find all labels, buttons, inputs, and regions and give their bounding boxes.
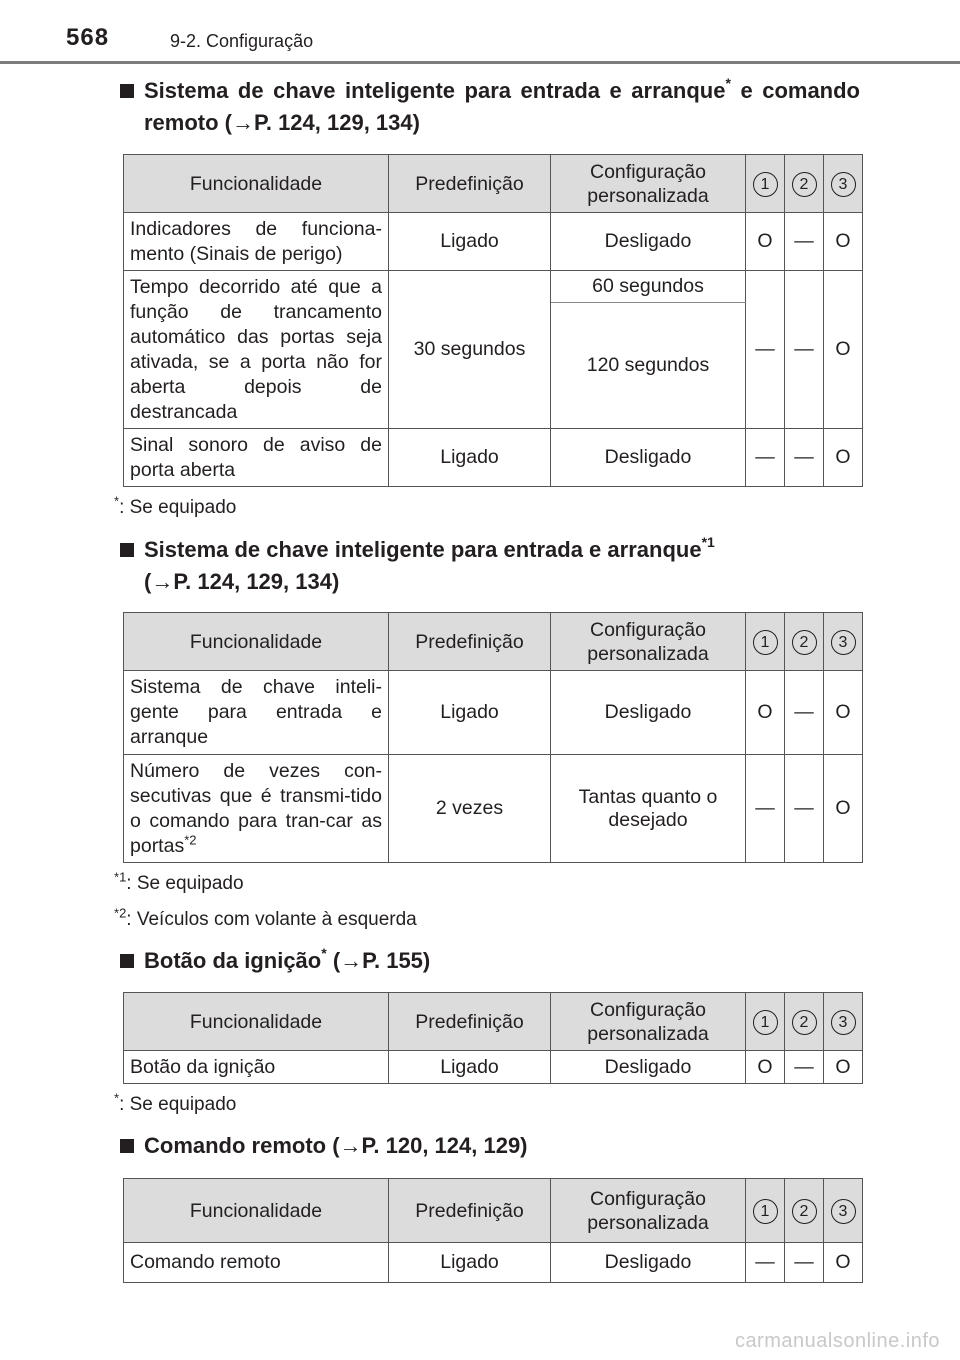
watermark: carmanualsonline.info [734, 1330, 940, 1352]
footnote-mark [114, 870, 126, 885]
section-3-table [123, 992, 863, 1084]
table-header-row [124, 1179, 863, 1243]
table-row [124, 671, 863, 755]
section-4-table [123, 1178, 863, 1283]
section-3-footnote [114, 1090, 237, 1117]
header-default: Predefinição [389, 1179, 551, 1243]
footnote-text: : Se equipado [119, 1094, 237, 1115]
table-row [124, 271, 863, 303]
row-custom: Desligado [551, 429, 746, 487]
header-function: Funcionalidade [124, 1179, 389, 1243]
table-row [124, 213, 863, 271]
circled-3-icon: 3 [831, 1010, 856, 1035]
footnote-mark: * [114, 1090, 120, 1106]
footnote-star: * [114, 869, 120, 885]
row-custom-alt: 120 segundos [551, 303, 746, 429]
footnote-number: 1 [119, 869, 127, 885]
row-mark-2: — [785, 1243, 824, 1283]
row-custom: Desligado [551, 1051, 746, 1084]
header-mark-2 [785, 993, 824, 1051]
row-mark-2: — [785, 271, 824, 429]
footnote-text: : Se equipado [126, 873, 244, 894]
header-mark-1 [746, 155, 785, 213]
footnote-number: 2 [119, 905, 127, 921]
table-header-row [124, 155, 863, 213]
section-1-title-tail: e comando remoto (→P. 124, 129, 134) [144, 78, 860, 135]
row-function-text: Número de vezes con-secutivas que é transmi-tido o comando para tran-car as portas [130, 759, 382, 857]
section-2-footnote-1 [114, 869, 244, 896]
row-mark-1: O [746, 671, 785, 755]
row-function: Comando remoto [124, 1243, 389, 1283]
row-function: Tempo decorrido até que a função de trancamento automático das portas seja ativada, se a porta não for aberta depois de destrancada [124, 271, 389, 429]
table-header-row [124, 613, 863, 671]
row-custom: Tantas quanto o desejado [551, 755, 746, 863]
header-function: Funcionalidade [124, 155, 389, 213]
header-mark-3 [824, 613, 863, 671]
row-mark-3: O [824, 755, 863, 863]
circled-3-icon: 3 [831, 172, 856, 197]
row-mark-3: O [824, 213, 863, 271]
square-bullet-icon [120, 543, 134, 557]
row-mark-2: — [785, 755, 824, 863]
footnote-text: : Veículos com volante à esquerda [126, 909, 417, 930]
footnote-mark: * [114, 493, 120, 509]
square-bullet-icon [120, 1139, 134, 1153]
circled-3-icon: 3 [831, 630, 856, 655]
circled-3-icon: 3 [831, 1199, 856, 1224]
row-mark-3: O [824, 671, 863, 755]
footnote-mark [114, 906, 126, 921]
row-mark-1: O [746, 1051, 785, 1084]
circled-2-icon: 2 [792, 172, 817, 197]
section-1-footnote [114, 493, 237, 520]
circled-1-icon: 1 [753, 630, 778, 655]
row-default: Ligado [389, 213, 551, 271]
row-mark-2: — [785, 1051, 824, 1084]
row-default: 2 vezes [389, 755, 551, 863]
table-header-row [124, 993, 863, 1051]
row-mark-2: — [785, 671, 824, 755]
page-header [0, 0, 960, 62]
section-1-title-mark: * [725, 74, 731, 91]
section-4-title: Comando remoto (→P. 120, 124, 129) [144, 1133, 528, 1158]
table-row [124, 429, 863, 487]
row-function: Sistema de chave inteli-gente para entrada e arranque [124, 671, 389, 755]
row-mark-3: O [824, 429, 863, 487]
row-function [124, 755, 389, 863]
row-mark-3: O [824, 1243, 863, 1283]
table-row [124, 1243, 863, 1283]
row-mark-3: O [824, 1051, 863, 1084]
section-3-heading [120, 945, 860, 977]
section-3-title-mark: * [321, 944, 327, 961]
footnote-star: * [114, 905, 120, 921]
section-label: 9-2. Configuração [170, 31, 314, 51]
section-2-table [123, 612, 863, 863]
section-2-title-line2: (→P. 124, 129, 134) [144, 569, 340, 594]
row-function: Sinal sonoro de aviso de porta aberta [124, 429, 389, 487]
table-row [124, 1051, 863, 1084]
header-function: Funcionalidade [124, 613, 389, 671]
section-3-title: Botão da ignição [144, 948, 322, 973]
row-mark-2: — [785, 213, 824, 271]
header-mark-3 [824, 993, 863, 1051]
row-custom: Desligado [551, 1243, 746, 1283]
row-mark-1: O [746, 213, 785, 271]
section-1-title: Sistema de chave inteligente para entrada e arranque [144, 78, 726, 103]
row-custom: Desligado [551, 671, 746, 755]
circled-1-icon: 1 [753, 1010, 778, 1035]
row-mark-1: — [746, 755, 785, 863]
row-default: 30 segundos [389, 271, 551, 429]
header-mark-2 [785, 1179, 824, 1243]
section-2-title-mark: *1 [701, 533, 715, 550]
header-rule [0, 61, 960, 64]
circled-1-icon: 1 [753, 1199, 778, 1224]
header-mark-2 [785, 613, 824, 671]
row-mark-2: — [785, 429, 824, 487]
header-custom: Configuração personalizada [551, 993, 746, 1051]
row-mark-1: — [746, 1243, 785, 1283]
header-default: Predefinição [389, 993, 551, 1051]
section-2-footnote-2 [114, 905, 417, 932]
section-1-heading [120, 75, 860, 139]
section-4-heading [120, 1130, 860, 1162]
page-number: 568 [66, 24, 110, 51]
header-mark-3 [824, 1179, 863, 1243]
header-default: Predefinição [389, 613, 551, 671]
row-default: Ligado [389, 1243, 551, 1283]
row-default: Ligado [389, 671, 551, 755]
row-custom: 60 segundos [551, 271, 746, 303]
section-2-title: Sistema de chave inteligente para entrada e arranque [144, 537, 702, 562]
circled-2-icon: 2 [792, 1199, 817, 1224]
header-mark-3 [824, 155, 863, 213]
row-function-mark: *2 [184, 832, 197, 847]
row-mark-1: — [746, 271, 785, 429]
header-mark-2 [785, 155, 824, 213]
header-function: Funcionalidade [124, 993, 389, 1051]
section-1-table [123, 154, 863, 487]
row-mark-1: — [746, 429, 785, 487]
section-2-heading [120, 534, 860, 598]
square-bullet-icon [120, 954, 134, 968]
row-function: Botão da ignição [124, 1051, 389, 1084]
circled-1-icon: 1 [753, 172, 778, 197]
header-mark-1 [746, 613, 785, 671]
circled-2-icon: 2 [792, 1010, 817, 1035]
header-custom: Configuração personalizada [551, 155, 746, 213]
row-default: Ligado [389, 429, 551, 487]
footnote-text: : Se equipado [119, 497, 237, 518]
row-mark-3: O [824, 271, 863, 429]
header-mark-1 [746, 993, 785, 1051]
circled-2-icon: 2 [792, 630, 817, 655]
header-custom: Configuração personalizada [551, 613, 746, 671]
header-mark-1 [746, 1179, 785, 1243]
row-default: Ligado [389, 1051, 551, 1084]
row-custom: Desligado [551, 213, 746, 271]
row-function: Indicadores de funciona-mento (Sinais de perigo) [124, 213, 389, 271]
table-row [124, 755, 863, 863]
square-bullet-icon [120, 84, 134, 98]
header-custom: Configuração personalizada [551, 1179, 746, 1243]
header-default: Predefinição [389, 155, 551, 213]
section-3-title-tail: (→P. 155) [326, 948, 431, 973]
